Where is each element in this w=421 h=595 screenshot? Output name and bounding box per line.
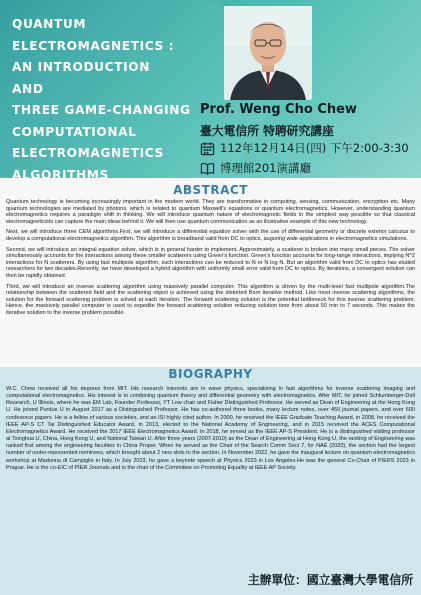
- talk-title-line: AN INTRODUCTION: [12, 60, 151, 74]
- abstract-paragraph: Quantum technology is becoming increasingly important in the modern world. They are transformative in computing, sensing, communication, encryption etc. Many quantum technologies are mediated by photons, which is related to quantum Maxwell's equations or quantum electromagnetics. However, understanding quantum electromagnetics requires a paradigm shift in thinking. We will introduce quantum nature of electromagnetic fields in the simplest way possible so that classical electromagneticists can capture the main ideas behind it. We will then use quantum communication as an illustrative example of this new technology.: [6, 199, 415, 225]
- talk-title-line: QUANTUM: [12, 17, 87, 31]
- event-date-row: [200, 140, 409, 156]
- biography-text: W.C. Chew received all his degrees from MIT. His research interests are in wave physics, specializing in fast algorithms for inverse scattering imaging and computational electromagnetics. His interest is in combining quantum theory and differential geometry with electromagnetics. After MIT, he joined Schlumberger-Doll Research, U Illinois, where he was EM Lab, Founder Professor, YT Low chair and Fisher Distinguished Professor. He served as Dean of Engineering at the Hong Kong U. He joined Purdue U in August 2017 as a Distinguished Professor. He has co-authored three books, many lecture notes, over 450 journal papers, and over 600 conference papers. He is a fellow of various societies, and an ISI highly cited author. In 2000, he received the IEEE Graduate Teaching Award, in 2008, he received the IEEE AP-S CT Tai Distinguished Educator Award, in 2013, elected to the National Academy of Engineering, and in 2015 received the ACES Computational Electromagnetics Award. He received the 2017 IEEE Electromagnetics Award. In 2018, he served as the IEEE AP-S President. He is a distinguished visiting professor at Tsinghua U, China, Hong Kong U, and National Taiwan U. After three years (2007-2010) as the Dean of Engineering at Hong Kong U, the ranking of Engineering was ranked first among the engineering faculties in China Proper. When he served as the Chair of the Search Comm Sect 7, for NAE (2020), the section had the largest number of under-represented nominees, which brought about 2 new slots to the section. In November 2022, he gave the inaugural lecture on quantum electromagnetics workshop at Madonna di Campiglio in Italy. In July 2023, he gave a keynote speech at Physics 2023 in Los Angeles.He was the general Co-Chair of PIERS 2023 in Prague. He is the co-EIC of PIER Journals and is the chair of the Committee on Promoting Equality at IEEE AP Society.: [6, 386, 415, 471]
- abstract-paragraph: Next, we will introduce three CEM algorithms.First, we will introduce a differential equation solver with the use of differential geometry or discrete exterior calculus to develop a computational electromagnetics algorithm. This algorithm is broadband valid from DC to optics, auguring wide applications in electromagnetics simulations.: [6, 229, 415, 242]
- talk-title-line: COMPUTATIONAL: [12, 124, 137, 139]
- talk-title-line: ELECTROMAGNETICS :: [12, 38, 175, 53]
- abstract-paragraph: Third, we will introduce an inverse scattering algorithm using massively parallel computer. This algorithm is driven by the multi-level fast multipole algorithm.The relationship between the scattered field and the scattering object is achieved using the distorted Born iterative method. Like most inverse scattering algorithms, the solution for the forward scattering problem is solved at each iteration. The forward scattering solution is the potential bottleneck for this inverse scattering problem. Hence, the massively parallel computer is used to expedite the forward scattering solution reducing solution time from about 50 min to 7 seconds. This makes the iterative solution to the inverse problem possible.: [6, 283, 415, 316]
- biography-panel: [0, 382, 421, 595]
- talk-title-line: AND: [12, 81, 44, 96]
- speaker-position: 臺大電信所 特聘研究講座: [200, 124, 334, 138]
- talk-title: [12, 14, 217, 186]
- biography-heading: BIOGRAPHY: [0, 367, 421, 580]
- calendar-icon: [200, 141, 215, 156]
- event-venue-row: [200, 160, 311, 176]
- open-book-icon: [200, 161, 215, 176]
- speaker-portrait-icon: [224, 6, 312, 100]
- speaker-name: Prof. Weng Cho Chew: [200, 102, 357, 117]
- event-date: 112年12月14日(四) 下午2:00-3:30: [220, 141, 409, 155]
- header-banner: [0, 0, 421, 182]
- abstract-heading: ABSTRACT: [173, 183, 248, 197]
- abstract-body: [6, 199, 415, 366]
- speaker-photo: [224, 6, 312, 100]
- organizer: 主辦單位：國立臺灣大學電信所: [247, 573, 413, 587]
- talk-title-line: THREE GAME-CHANGING: [12, 103, 191, 117]
- event-venue: 博理館201演講廳: [220, 161, 311, 175]
- talk-title-line: ALGORITHMS: [12, 167, 109, 182]
- talk-title-line: ELECTROMAGNETICS: [12, 146, 164, 160]
- abstract-paragraph: Second, we will introduce an integral equation solver, which is in general harder to implement. Approximately, a scatterer is broken into many small pieces. The solver simultaneously accounts for the interactions among these smaller scatterers using Green's function. Green's function accounts for long-range interactions, implying N^2 interactions for N scatterers. By using fast multipole algorithm, such interactions can be reduced to N or N log N. But an algorithm valid from DC to optics has eluded researchers for two decades.Recently, we have developed a hybrid algorithm with uniformly small error valid from DC to optics. By iterations, a convergent solution can then be rapidly obtained.: [6, 246, 415, 279]
